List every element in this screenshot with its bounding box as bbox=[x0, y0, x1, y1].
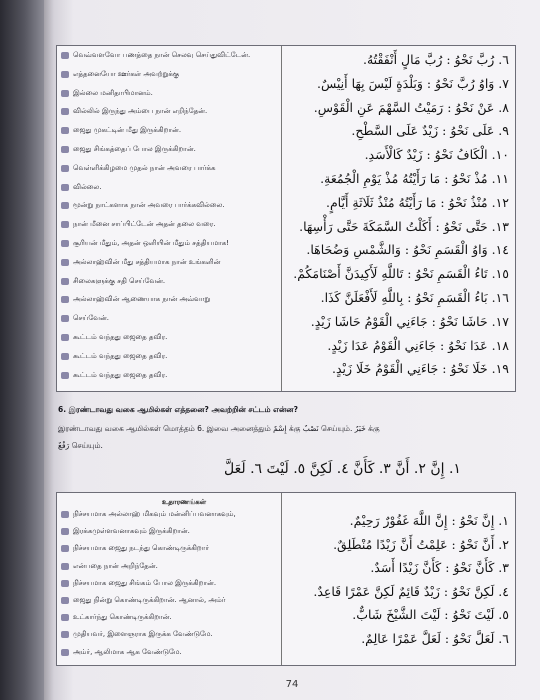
arabic-example-row: ٢. أَنَّ نَحْوُ : عَلِمْتُ أَنَّ زَيْدًا مُنْطَلِقٌ. bbox=[333, 536, 509, 552]
row-text: வில்லில் இருந்து அம்பை நான் எறிந்தேன். bbox=[73, 107, 208, 116]
list-item bbox=[61, 351, 279, 362]
row-text: ஜைது சிங்கத்தைப் போல இருக்கிறான். bbox=[73, 145, 196, 153]
row-number-marker bbox=[61, 108, 69, 115]
arabic-example-row: ١٢. مُنْذُ نَحْوُ : مَا رَأَيْتُهُ مُنْذُ ثَلَاثَةِ أَيَّامٍ. bbox=[325, 194, 509, 210]
row-text: ஜைது முகட்டின் மீது இருக்கிறான். bbox=[73, 126, 182, 135]
row-number-marker bbox=[61, 631, 69, 638]
row-number-marker bbox=[61, 580, 69, 587]
examples-table bbox=[56, 492, 516, 666]
list-item bbox=[61, 69, 279, 80]
row-text: வெவ்வளவோ பணத்தை நான் செலவு செய்துவிட்டேன். bbox=[73, 51, 251, 59]
list-item bbox=[61, 106, 279, 117]
row-number-marker bbox=[61, 563, 69, 570]
arabic-example-row: ١٧. حَاشَا نَحْوُ : جَاءَنِي الْقَوْمُ حَاشَا زَيْدٍ. bbox=[310, 313, 509, 329]
list-item bbox=[61, 629, 279, 640]
row-text: உட்கார்ந்து கொண்டிருக்கிறான். bbox=[73, 613, 172, 622]
row-number-marker bbox=[61, 221, 69, 228]
book-binding-shadow bbox=[0, 0, 44, 700]
list-item bbox=[61, 647, 279, 658]
row-text: சிலைகளுக்கு சதி செய்வேன். bbox=[73, 276, 166, 285]
arabic-example-row: ٥. لَيْتَ نَحْوُ : لَيْتَ الشَّيْخَ شَابٌّ. bbox=[352, 607, 509, 622]
list-item bbox=[61, 88, 279, 99]
row-number-marker bbox=[61, 259, 69, 266]
question-heading: 6. இரண்டாவது வகை ஆமில்கள் எத்தனை? அவற்றின் சட்டம் என்ன? bbox=[58, 405, 298, 414]
row-text: அல்லாஹ்வின் ஆணையாக நான் அவ்வாறு bbox=[73, 295, 211, 304]
list-item bbox=[61, 332, 279, 343]
list-item bbox=[61, 313, 279, 324]
row-text: மூன்று நாட்களாக நான் அவரை பார்க்கவில்லை. bbox=[73, 201, 225, 210]
arabic-example-row: ٣. كَأَنَّ نَحْوُ : كَأَنَّ زَيْدًا أَسَدٌ. bbox=[370, 560, 509, 575]
row-number-marker bbox=[61, 353, 69, 360]
arabic-example-row: ١٠. الْكَافُ نَحْوُ : زَيْدٌ كَالْأَسَدِ. bbox=[364, 147, 509, 163]
row-number-marker bbox=[61, 528, 69, 535]
row-text: என்பதை நான் அறிந்தேன். bbox=[73, 561, 158, 570]
row-text: வெள்ளிக்கிழமை முதல் நான் அவரை பார்க்க bbox=[73, 163, 216, 172]
row-text: கூட்டம் வந்தது ஜைதை தவிர. bbox=[73, 333, 168, 341]
row-text: நான் மீனை சாப்பிட்டேன் அதன் தலை வரை. bbox=[73, 220, 216, 229]
list-item bbox=[61, 370, 279, 381]
row-number-marker bbox=[61, 278, 69, 285]
arabic-example-row: ٦. رُبَّ نَحْوُ : رُبَّ مَالٍ أَنْفَقْتُهُ. bbox=[363, 52, 509, 67]
row-text: சூரியன் மீதும், அதன் ஒளியின் மீதும் சத்தியமாக! bbox=[73, 239, 230, 247]
row-number-marker bbox=[61, 545, 69, 552]
row-number-marker bbox=[61, 240, 69, 247]
row-number-marker bbox=[61, 296, 69, 303]
answer-line-2: رَفْعٌ செய்யும். bbox=[58, 441, 103, 450]
particles-list: ١. إِنَّ ٢. أَنَّ ٣. كَأَنَّ ٤. لَكِنَّ ٥. لَيْتَ ٦. لَعَلَّ bbox=[224, 461, 461, 477]
arabic-example-row: ١٦. بَاءُ الْقَسَمِ نَحْوُ : بِاللَّهِ لَأَفْعَلَنَّ كَذَا. bbox=[320, 290, 509, 305]
list-item bbox=[61, 257, 279, 268]
row-number-marker bbox=[61, 334, 69, 341]
arabic-example-row: ٤. لَكِنَّ نَحْوُ : زَيْدٌ قَائِمٌ لَكِنَّ عَمْرًا قَاعِدٌ. bbox=[313, 583, 509, 599]
list-item bbox=[61, 144, 279, 155]
page-number: 74 bbox=[285, 679, 299, 690]
row-text: இல்லை மனிதாபிமானம். bbox=[73, 88, 153, 97]
row-text: நிச்சயமாக ஜைது நடந்து கொண்டிருக்கிறார் bbox=[73, 544, 209, 553]
list-item bbox=[61, 595, 279, 606]
answer-line-1: இரண்டாவது வகை ஆமில்கள் மொத்தம் 6. இவை அனைத்தும் إِسْمٌ க்கு نَصْبٌ செய்யும். خَبَرٌ க்கு bbox=[58, 424, 380, 433]
row-number-marker bbox=[61, 165, 69, 172]
top-examples-table bbox=[56, 45, 516, 392]
examples-tamil-column bbox=[57, 493, 282, 665]
list-item bbox=[61, 526, 279, 537]
list-item bbox=[61, 561, 279, 572]
list-item bbox=[61, 219, 279, 230]
row-number-marker bbox=[61, 184, 69, 191]
row-text: வில்லை. bbox=[73, 182, 102, 191]
row-text: இரக்கமுள்ளவனாகவும் இருக்கிறான். bbox=[73, 527, 190, 536]
row-text: அல்லாஹ்வின் மீது சத்தியமாக நான் உங்களின் bbox=[73, 257, 221, 266]
row-text: முதியவர், இளைஞராக இருக்க வேண்டுமே. bbox=[73, 630, 213, 639]
row-number-marker bbox=[61, 649, 69, 656]
row-number-marker bbox=[61, 52, 69, 59]
examples-title: உதாரணங்கள் bbox=[162, 498, 207, 506]
list-item bbox=[61, 294, 279, 305]
arabic-example-row: ١١. مُذْ نَحْوُ : مَا رَأَيْتُهُ مُذْ يَوْمِ الْجُمُعَةِ. bbox=[320, 171, 509, 186]
row-text: ஜைது நின்று கொண்டிருக்கிறான். ஆனால், அம்ர் bbox=[73, 596, 226, 604]
arabic-example-row: ٩. عَلَى نَحْوُ : زَيْدٌ عَلَى السَّطْحِ. bbox=[351, 123, 509, 139]
list-item bbox=[61, 125, 279, 136]
row-number-marker bbox=[61, 202, 69, 209]
row-text: அம்ர், ஆலிமாக ஆக வேண்டுமே. bbox=[73, 647, 182, 656]
arabic-example-row: ١. إِنَّ نَحْوُ : إِنَّ اللَّهَ غَفُوْرٌ رَحِيْمٌ. bbox=[349, 513, 509, 528]
list-item bbox=[61, 509, 279, 520]
arabic-example-row: ١٥. تَاءُ الْقَسَمِ نَحْوُ : تَاللَّهِ لَأَكِيدَنَّ أَصْنَامَكُمْ. bbox=[293, 266, 509, 282]
row-text: எத்தனையோ ஊர்கள் அவற்றுக்கு bbox=[73, 69, 180, 78]
tamil-translations-column bbox=[57, 46, 282, 391]
arabic-examples-column bbox=[282, 46, 515, 391]
arabic-example-row: ٨. عَنْ نَحْوُ : رَمَيْتُ السَّهْمَ عَنِ الْقَوْسِ. bbox=[313, 99, 509, 115]
list-item bbox=[61, 182, 279, 193]
row-number-marker bbox=[61, 71, 69, 78]
row-number-marker bbox=[61, 146, 69, 153]
list-item bbox=[61, 612, 279, 623]
book-page bbox=[44, 0, 540, 700]
arabic-example-row: ١٣. حَتَّى نَحْوُ : أَكَلْتُ السَّمَكَةَ حَتَّى رَأْسِهَا. bbox=[299, 218, 509, 234]
spine-shadow bbox=[44, 0, 54, 700]
arabic-example-row: ١٤. وَاوُ الْقَسَمِ نَحْوُ : وَالشَّمْسِ وَضُحَاهَا. bbox=[306, 242, 509, 258]
row-text: கூட்டம் வந்தது ஜைதை தவிர. bbox=[73, 351, 168, 360]
row-number-marker bbox=[61, 315, 69, 322]
list-item bbox=[61, 200, 279, 211]
list-item bbox=[61, 276, 279, 287]
list-item bbox=[61, 50, 279, 61]
row-number-marker bbox=[61, 511, 69, 518]
row-number-marker bbox=[61, 597, 69, 604]
row-number-marker bbox=[61, 372, 69, 379]
list-item bbox=[61, 163, 279, 174]
arabic-example-row: ١٨. عَدَا نَحْوُ : جَاءَنِي الْقَوْمُ عَدَا زَيْدٍ. bbox=[327, 337, 509, 353]
arabic-example-row: ١٩. خَلَا نَحْوُ : جَاءَنِي الْقَوْمُ خَلَا زَيْدٍ. bbox=[332, 361, 509, 377]
row-text: செய்வேன். bbox=[73, 314, 110, 323]
row-text: கூட்டம் வந்தது ஜைதை தவிர. bbox=[73, 370, 168, 379]
arabic-example-row: ٧. وَاوُ رُبَّ نَحْوُ : وَبَلْدَةٍ لَيْسَ بِهَا أَنِيْسٌ. bbox=[316, 75, 509, 91]
list-item bbox=[61, 238, 279, 249]
list-item bbox=[61, 578, 279, 589]
arabic-example-row: ٦. لَعَلَّ نَحْوُ : لَعَلَّ عَمْرًا عَالِمٌ. bbox=[361, 630, 509, 646]
row-number-marker bbox=[61, 614, 69, 621]
row-number-marker bbox=[61, 127, 69, 134]
list-item bbox=[61, 543, 279, 554]
row-text: நிச்சயமாக ஜைது சிங்கம் போல இருக்கிறான். bbox=[73, 578, 217, 587]
row-number-marker bbox=[61, 90, 69, 97]
examples-arabic-column bbox=[282, 493, 515, 665]
row-text: நிச்சயமாக அல்லாஹ் மிகவும் மன்னிப்பவனாகவும், bbox=[73, 510, 236, 518]
